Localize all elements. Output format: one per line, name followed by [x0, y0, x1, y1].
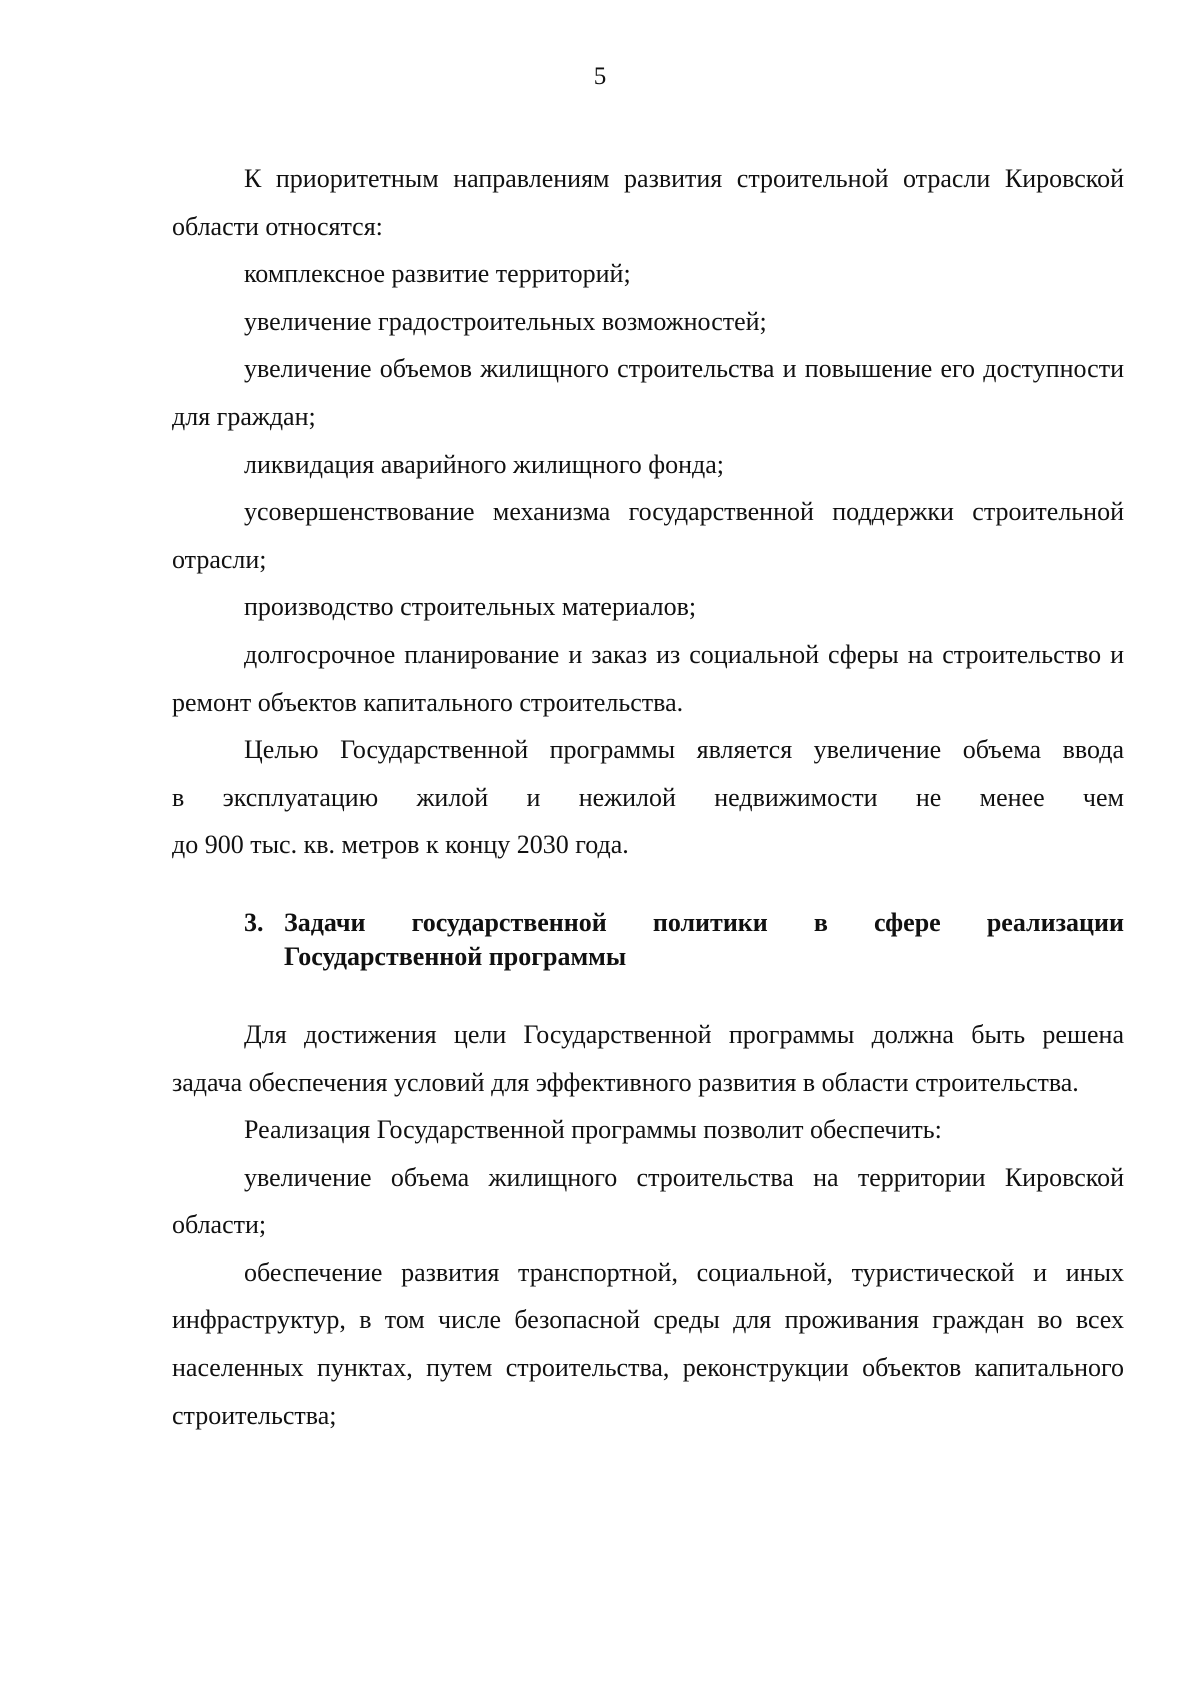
goal-paragraph-line: до 900 тыс. кв. метров к концу 2030 года.	[172, 830, 629, 860]
section-title-line: Государственной программы	[284, 941, 627, 971]
list-item: комплексное развитие территорий;	[244, 259, 631, 289]
paragraph: Для достижения цели Государственной программы должна быть решена задача обеспечения условий для эффективного развития в области строительства.	[172, 1019, 1124, 1097]
list-item: производство строительных материалов;	[244, 592, 697, 622]
section-number: 3.	[244, 907, 264, 937]
document-body	[172, 155, 1124, 1439]
paragraph: К приоритетным направлениям развития строительной отрасли Кировской области относятся:	[172, 164, 1124, 241]
list-item: ликвидация аварийного жилищного фонда;	[244, 449, 725, 479]
goal-paragraph-line: Целью Государственной программы является увеличение объема ввода	[244, 735, 1124, 765]
list-item: обеспечение развития транспортной, социальной, туристической и иных инфраструктур, в том числе безопасной среды для проживания граждан во всех населенных пунктах, путем строительства, реконструкции объектов капитального строительства;	[172, 1257, 1124, 1430]
goal-paragraph-line: в эксплуатацию жилой и нежилой недвижимости не менее чем	[172, 782, 1124, 812]
section-heading	[172, 906, 1124, 974]
list-item: долгосрочное планирование и заказ из социальной сферы на строительство и ремонт объектов капитального строительства.	[172, 639, 1124, 717]
list-item: увеличение градостроительных возможностей;	[244, 306, 767, 336]
section-title-line: Задачи государственной политики в сфере реализации	[284, 907, 1124, 937]
list-item: увеличение объема жилищного строительства на территории Кировской области;	[172, 1162, 1124, 1240]
list-item: увеличение объемов жилищного строительства и повышение его доступности для граждан;	[172, 354, 1124, 431]
page-number: 5	[593, 63, 607, 90]
list-item: усовершенствование механизма государственной поддержки строительной отрасли;	[172, 497, 1124, 574]
section-title	[284, 906, 1124, 974]
paragraph: Реализация Государственной программы позволит обеспечить:	[244, 1115, 942, 1145]
